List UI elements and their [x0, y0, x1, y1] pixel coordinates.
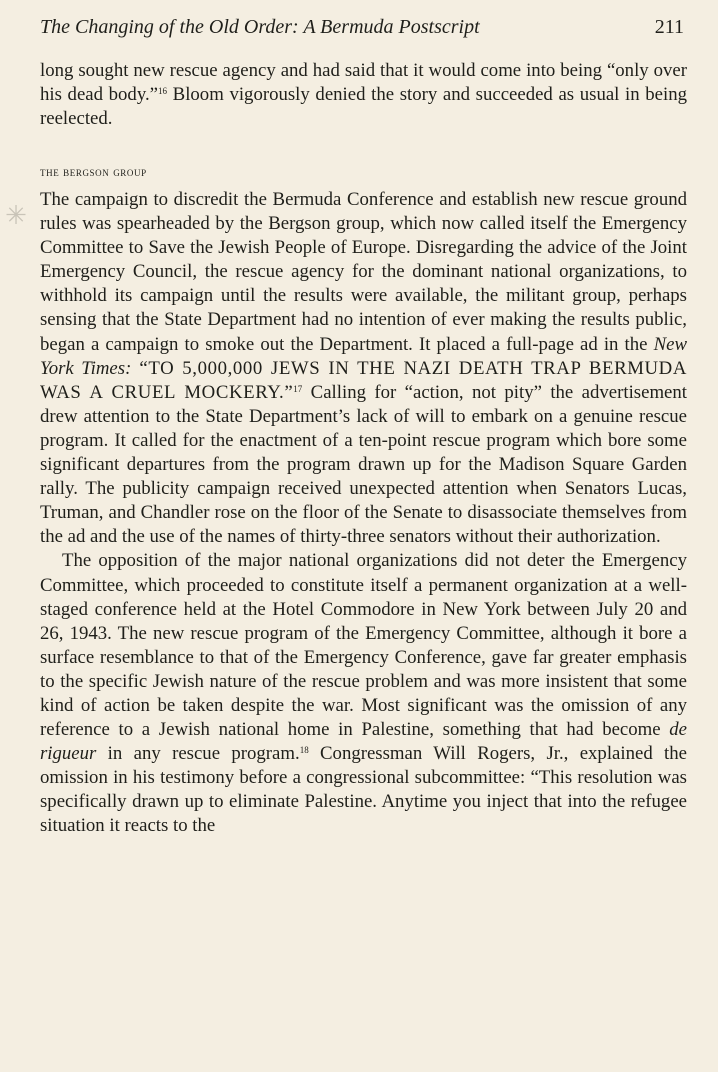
- running-head-title: The Changing of the Old Order: A Bermuda Postscript: [40, 16, 480, 38]
- newspaper-title: New York Times:: [40, 333, 687, 379]
- paragraph-2: [40, 549, 687, 838]
- p2-text-3: Congressman Will Rogers, Jr., explained the omission in his testimony before a congressional subcommittee: “This resolution was specifically drawn up to eliminate Palestine. Anytime you inject that into the refugee situation it reacts to the: [40, 743, 687, 837]
- p1-text-1: The campaign to discredit the Bermuda Conference and establish new rescue ground rules was spearheaded by the Bergson group, which now called itself the Emergency Committee to Save the Jewish People of Europe. Disregarding the advice of the Joint Emergency Council, the rescue agency for the dominant national organizations, to withhold its campaign until the results were available, the militant group, perhaps sensing that the State Department had no intention of ever making the results public, began a campaign to smoke out the Department. It placed a full-page ad in the: [40, 189, 687, 355]
- margin-mark: ✳: [5, 201, 27, 230]
- footnote-ref-18: 18: [299, 745, 309, 756]
- page-number: 211: [654, 16, 684, 38]
- footnote-ref-17: 17: [293, 383, 303, 394]
- p2-text-1: The opposition of the major national organizations did not deter the Emergency Committee, which proceeded to constitute itself a permanent organization at a well-staged conference held at the Hotel Commodore in New York between July 20 and 26, 1943. The new rescue program of the Emergency Committee, although it bore a surface resemblance to that of the Emergency Conference, gave far greater emphasis to the specific Jewish nature of the rescue problem and was more insistent that some kind of action be taken despite the war. Most significant was the omission of any reference to a Jewish national home in Palestine, something that had become: [40, 550, 687, 741]
- continued-paragraph: [40, 59, 687, 131]
- italic-phrase: de rigueur: [40, 719, 687, 765]
- paragraph-intro: [40, 59, 687, 131]
- footnote-ref-16: 16: [158, 86, 168, 97]
- p1-text-2: Calling for “action, not pity” the advertisement drew attention to the State Department’s lack of will to embark on a genuine rescue program. It called for the enactment of a ten-point rescue program which bore some significant departures from the program drawn up for the Madison Square Garden rally. The publicity campaign received unexpected attention when Senators Lucas, Truman, and Chandler rose on the floor of the Senate to disassociate themselves from the ad and the use of the names of thirty-three senators without their authorization.: [40, 381, 687, 548]
- p2-text-2: in any rescue program.: [96, 743, 300, 765]
- intro-text-1: long sought new rescue agency and had said that it would come into being “only over his dead body.”: [40, 60, 687, 106]
- ad-headline-quote: “TO 5,000,000 JEWS IN THE NAZI DEATH TRAP BERMUDA WAS A CRUEL MOCKERY.”: [40, 357, 687, 403]
- running-head: [40, 14, 684, 40]
- section-body: [40, 188, 687, 839]
- paragraph-1: [40, 188, 687, 549]
- intro-text-2: Bloom vigorously denied the story and succeeded as usual in being reelected.: [40, 84, 687, 130]
- section-heading: the bergson group: [40, 164, 147, 179]
